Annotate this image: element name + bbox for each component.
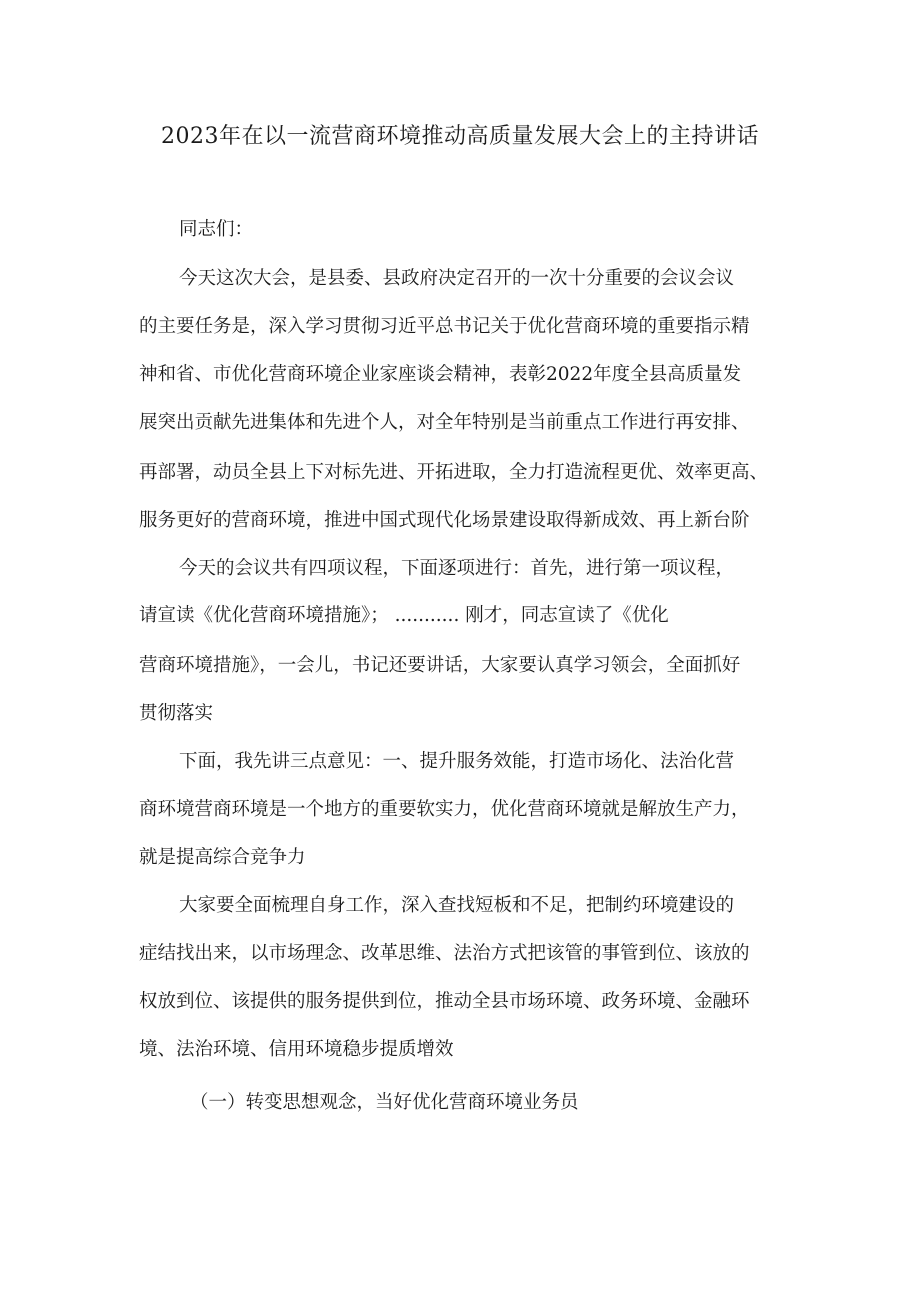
paragraph-line: 症结找出来，以市场理念、改革思维、法治方式把该管的事管到位、该放的 xyxy=(139,943,750,964)
document-title: 2023年在以一流营商环境推动高质量发展大会上的主持讲话 xyxy=(161,124,759,149)
paragraph-line: 的主要任务是，深入学习贯彻习近平总书记关于优化营商环境的重要指示精 xyxy=(139,316,750,337)
salutation-line: 同志们： xyxy=(179,219,254,240)
paragraph-line: 神和省、市优化营商环境企业家座谈会精神，表彰2022年度全县高质量发 xyxy=(139,364,742,385)
paragraph-line: 大家要全面梳理自身工作，深入查找短板和不足，把制约环境建设的 xyxy=(179,895,735,916)
paragraph-line: 服务更好的营商环境，推进中国式现代化场景建设取得新成效、再上新台阶 xyxy=(139,510,750,531)
paragraph-line: 请宣读《优化营商环境措施》； ........... 刚才，同志宣读了《优化 xyxy=(139,605,669,626)
paragraph-line: 权放到位、该提供的服务提供到位，推动全县市场环境、政务环境、金融环 xyxy=(139,991,750,1012)
paragraph-line: 再部署，动员全县上下对标先进、开拓进取，全力打造流程更优、效率更高、 xyxy=(139,462,769,483)
paragraph-line: 今天这次大会，是县委、县政府决定召开的一次十分重要的会议会议 xyxy=(179,268,735,289)
paragraph-line: 展突出贡献先进集体和先进个人，对全年特别是当前重点工作进行再安排、 xyxy=(139,412,750,433)
paragraph-line: 就是提高综合竞争力 xyxy=(139,847,306,868)
section-heading: （一）转变思想观念，当好优化营商环境业务员 xyxy=(190,1092,579,1113)
paragraph-line: 贯彻落实 xyxy=(139,703,214,724)
paragraph-line: 今天的会议共有四项议程，下面逐项进行：首先，进行第一项议程， xyxy=(179,558,735,579)
paragraph-line: 商环境营商环境是一个地方的重要软实力，优化营商环境就是解放生产力， xyxy=(139,799,750,820)
paragraph-line: 下面，我先讲三点意见：一、提升服务效能，打造市场化、法治化营 xyxy=(179,751,735,772)
paragraph-line: 境、法治环境、信用环境稳步提质增效 xyxy=(139,1039,454,1060)
paragraph-line: 营商环境措施》，一会儿，书记还要讲话，大家要认真学习领会，全面抓好 xyxy=(139,655,741,676)
